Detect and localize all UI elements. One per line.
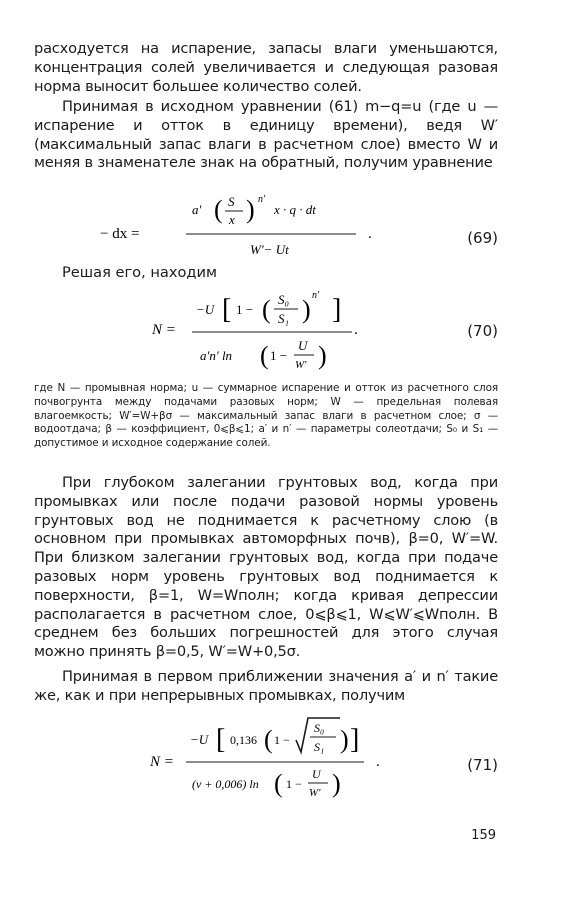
eq71-den-frac-bottom: W′ (309, 787, 321, 799)
eq70-den-one: 1 − (270, 348, 288, 363)
eq69-num-tail: x · q · dt (274, 202, 316, 217)
eq71-one: 1 − (274, 733, 290, 747)
paragraph-groundwater: При глубоком залегании грунтовых вод, когда при промывках или после подачи разовой нормы уровень грунтовых вод не поднимается к расчетному слою (в основном при промывках автоморфных почв), β=0, W′=W. При близком залегании грунтовых вод, когда при подаче разовых норм уровень грунтовых вод поднимается к поверхности, β=1, W=Wполн; когда кривая депрессии располагается в расчетном слое, 0⩽β⩽1, W⩽W′⩽Wполн. В среднем без больших погрешностей для этого случая можно принять β=0,5, W′=W+0,5σ. (34, 474, 498, 661)
eq70-den-paren-left: ( (260, 341, 269, 370)
eq70-bracket-right: ] (332, 294, 342, 325)
equation-70-number: (70) (467, 322, 498, 340)
eq69-lhs: − dx = (100, 226, 140, 242)
eq70-den-paren-right: ) (318, 341, 327, 370)
equation-69-graphic (100, 192, 430, 262)
paragraph-solving: Решая его, находим (62, 264, 217, 281)
page-number: 159 (471, 828, 496, 843)
eq71-bracket-left: [ (216, 724, 226, 755)
eq70-one: 1 − (236, 302, 254, 317)
paragraph-evaporation: расходуется на испарение, запасы влаги уменьшаются, концентрация солей увеличивается и следующая разовая норма выносит большее количество солей. (34, 40, 498, 95)
eq70-trail: . (354, 322, 358, 338)
equation-69-number: (69) (467, 229, 498, 247)
eq70-lhs: N = (152, 322, 176, 338)
eq71-root-bottom: S₁ (314, 740, 325, 754)
eq71-den-one: 1 − (286, 777, 302, 791)
eq71-bracket-right: ] (350, 724, 360, 755)
eq69-exp: n′ (258, 194, 266, 205)
variables-note: где N — промывная норма; u — суммарное испарение и отток из расчетного слоя почвогрунта между подачами разовых норм; W — предельная полевая влагоемкость; W′=W+βσ — максимальный запас влаги в расчетном слое; σ — водоотдача; β — коэффициент, 0⩽β⩽1; a′ и n′ — параметры солеотдачи; S₀ и S₁ — допустимое и исходное содержание солей. (34, 382, 498, 450)
equation-71 (150, 714, 400, 813)
eq70-bracket-left: [ (222, 294, 232, 325)
eq71-trail: . (376, 754, 380, 770)
eq69-paren-right: ) (246, 195, 255, 224)
eq69-den: W′− Ut (250, 242, 289, 257)
eq69-num-coef: a′ (192, 202, 202, 217)
equation-70 (152, 282, 412, 385)
eq70-num-lead: −U (196, 302, 215, 317)
eq71-num-lead: −U (190, 732, 209, 747)
eq71-lhs: N = (150, 754, 174, 770)
eq71-den-paren-left: ( (274, 769, 283, 798)
eq70-paren-right: ) (302, 295, 311, 324)
equation-71-graphic (150, 714, 400, 808)
eq70-exp: n′ (312, 290, 320, 301)
eq71-coef: 0,136 (230, 733, 257, 747)
eq69-paren-left: ( (214, 195, 223, 224)
eq71-paren-right: ) (340, 725, 349, 754)
equation-69 (100, 192, 430, 267)
eq69-frac-top: S (228, 194, 235, 209)
eq70-den-lead: a′n′ ln (200, 348, 233, 363)
eq71-den-frac-top: U (312, 767, 321, 781)
eq70-den-frac-bottom: W′ (295, 359, 307, 371)
paragraph-initial-equation: Принимая в исходном уравнении (61) m−q=u (где u — испарение и отток в единицу времени), ведя W′ (максимальный запас влаги в расчетном слое) вместо W и меняя в знаменателе знак на обратный, получим уравнение (34, 98, 498, 172)
paragraph-first-approximation: Принимая в первом приближении значения a′ и n′ такие же, как и при непрерывных промывках, получим (34, 668, 498, 704)
eq69-trail: . (368, 226, 372, 242)
eq70-paren-left: ( (262, 295, 271, 324)
eq70-frac-top: S₀ (278, 292, 290, 307)
eq71-root-top: S₀ (314, 721, 325, 735)
eq71-paren-left: ( (264, 725, 273, 754)
eq70-frac-bottom: S₁ (278, 311, 290, 326)
eq70-den-frac-top: U (298, 338, 308, 353)
eq71-den-paren-right: ) (332, 769, 341, 798)
equation-71-number: (71) (467, 756, 498, 774)
eq69-frac-bottom: x (229, 212, 235, 227)
eq71-den-lead: (v + 0,006) ln (192, 777, 259, 791)
equation-70-graphic (152, 282, 412, 380)
